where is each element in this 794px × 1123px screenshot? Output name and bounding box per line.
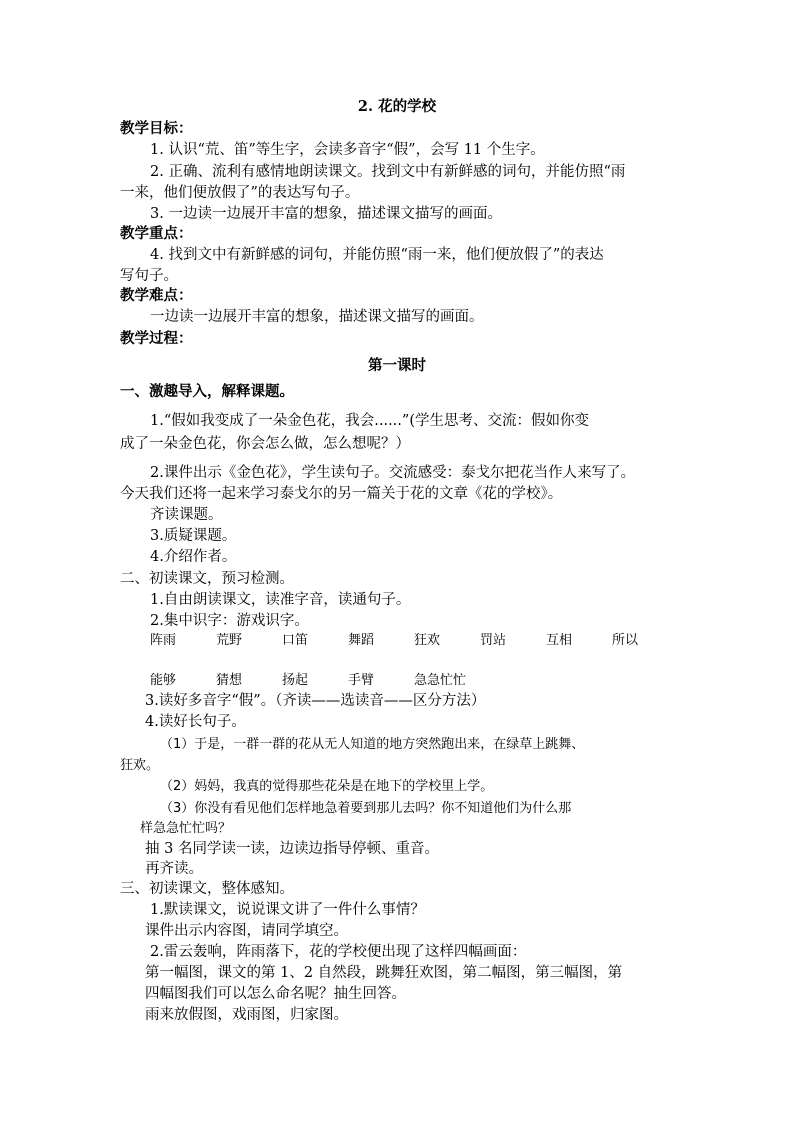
section1-line-7: 4.介绍作者。 (150, 549, 237, 565)
word-list-row-2 (150, 670, 466, 692)
key-points-heading: 教学重点： (120, 225, 193, 242)
vocab-word: 扬起 (282, 673, 309, 688)
section2-line-6: 再齐读。 (145, 861, 203, 877)
section3-line-6: 雨来放假图，戏雨图，归家图。 (145, 1007, 348, 1023)
section3-line-3: 2.雷云轰响，阵雨落下，花的学校便出现了这样四幅画面： (150, 944, 527, 960)
section1-line-3: 2.课件出示《金色花》，学生读句子。交流感受：泰戈尔把花当作人来写了。 (150, 465, 636, 481)
vocab-word: 狂欢 (414, 633, 441, 648)
vocab-word: 能够 (150, 673, 177, 688)
section1-line-6: 3.质疑课题。 (150, 528, 237, 544)
vocab-word: 舞蹈 (348, 633, 375, 648)
section1-line-4: 今天我们还将一起来学习泰戈尔的另一篇关于花的文章《花的学校》。 (120, 486, 563, 502)
vocab-word: 急急忙忙 (414, 673, 467, 688)
vocab-word: 手臂 (348, 673, 375, 688)
lesson-heading: 第一课时 (368, 357, 426, 374)
section2-heading: 二、初读课文，预习检测。 (120, 571, 294, 587)
vocab-word: 荒野 (216, 633, 243, 648)
page-title: 2. 花的学校 (357, 98, 437, 115)
section2-line-2: 2.集中识字：游戏识字。 (150, 613, 309, 629)
section3-line-5: 四幅图我们可以怎么命名呢？抽生回答。 (145, 986, 406, 1002)
objective-item-1: 1. 认识“荒、笛”等生字，会读多音字“假”，会写 11 个生字。 (150, 142, 545, 158)
vocab-word: 罚站 (480, 633, 507, 648)
key-point-line-1: 4. 找到文中有新鲜感的词句，并能仿照“雨一来，他们便放假了”的表达 (150, 247, 604, 263)
section1-line-1: 1.“假如我变成了一朵金色花，我会......”(学生思考、交流：假如你变 (150, 413, 589, 429)
section3-line-2: 课件出示内容图，请同学填空。 (145, 923, 348, 939)
difficulties-heading: 教学难点： (120, 287, 193, 304)
vocab-word: 口笛 (282, 633, 309, 648)
section1-line-5: 齐读课题。 (150, 507, 223, 523)
long-sentence-3-cont: 样急急忙忙吗？ (140, 821, 232, 836)
vocab-word: 互相 (546, 633, 573, 648)
section3-line-4: 第一幅图，课文的第 1、2 自然段，跳舞狂欢图，第二幅图，第三幅图，第 (145, 965, 623, 981)
vocab-word: 所以 (612, 633, 639, 648)
word-list-row-1 (150, 630, 638, 652)
long-sentence-3: （3）你没有看见他们怎样地急着要到那儿去吗？你不知道他们为什么那 (160, 801, 572, 816)
section1-heading: 一、激趣导入，解释课题。 (120, 383, 294, 400)
section3-line-1: 1.默读课文，说说课文讲了一件什么事情？ (150, 902, 425, 918)
process-heading: 教学过程： (120, 330, 193, 347)
key-point-line-2: 写句子。 (120, 268, 178, 284)
objective-item-2-cont: 一来，他们便放假了”的表达写句子。 (120, 185, 360, 201)
long-sentence-2: （2）妈妈，我真的觉得那些花朵是在地下的学校里上学。 (160, 779, 494, 794)
section2-line-1: 1.自由朗读课文，读准字音，读通句子。 (150, 592, 411, 608)
difficulties-text: 一边读一边展开丰富的想象，描述课文描写的画面。 (150, 309, 484, 325)
long-sentence-1: （1）于是，一群一群的花从无人知道的地方突然跑出来，在绿草上跳舞、 (160, 737, 585, 752)
section2-line-5: 抽 3 名同学读一读，边读边指导停顿、重音。 (145, 841, 439, 857)
section1-line-2: 成了一朵金色花，你会怎么做，怎么想呢？） (120, 436, 410, 452)
long-sentence-1-cont: 狂欢。 (120, 758, 160, 773)
section3-heading: 三、初读课文，整体感知。 (120, 881, 294, 897)
vocab-word: 阵雨 (150, 633, 177, 648)
objectives-heading: 教学目标： (120, 120, 193, 137)
section2-line-3: 3.读好多音字“假”。（齐读——选读音——区分方法） (145, 693, 486, 709)
section2-line-4: 4.读好长句子。 (145, 714, 246, 730)
vocab-word: 猜想 (216, 673, 243, 688)
objective-item-2: 2. 正确、流利有感情地朗读课文。找到文中有新鲜感的词句，并能仿照“雨 (150, 164, 626, 180)
objective-item-3: 3. 一边读一边展开丰富的想象，描述课文描写的画面。 (150, 206, 502, 222)
